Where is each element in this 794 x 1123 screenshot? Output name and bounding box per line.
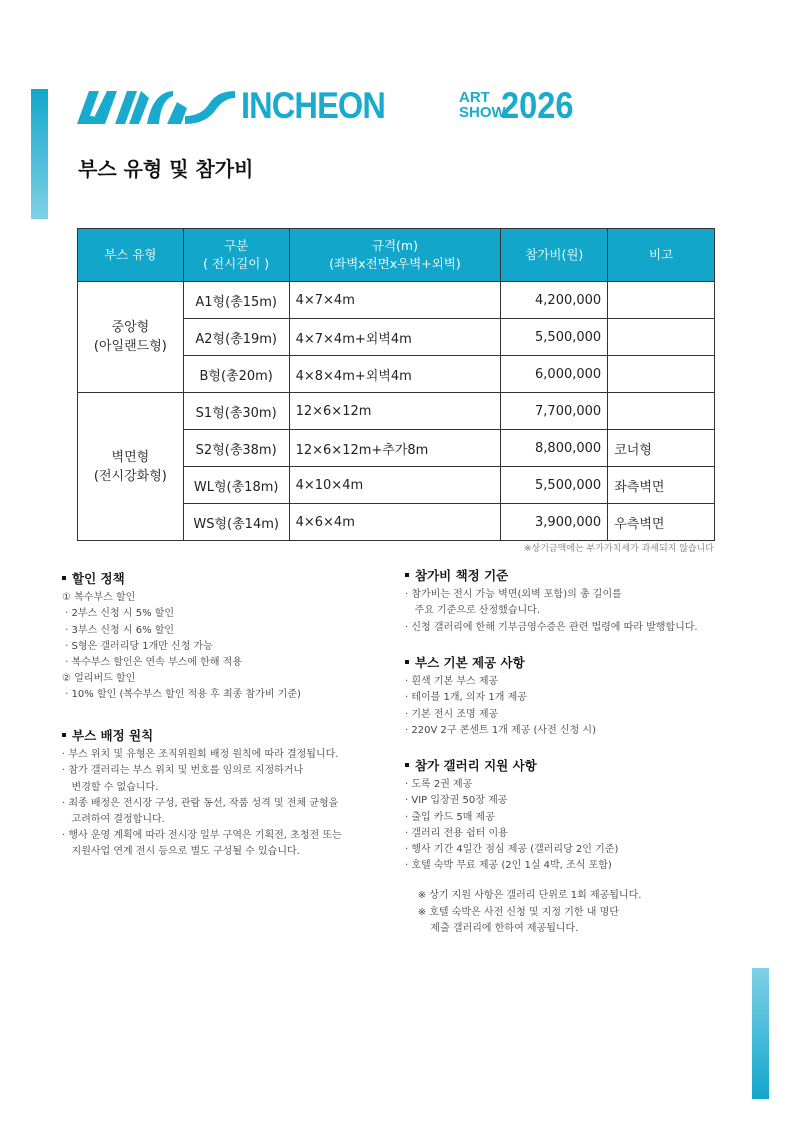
logo-word-incheon: INCHEON [241, 85, 385, 126]
spec-cell: 4×8×4m+외벽4m [289, 356, 501, 393]
booth-type-cell: S2형(총38m) [183, 430, 289, 467]
basic-provision-title: 부스 기본 제공 사항 [405, 655, 725, 671]
gallery-support-line: · 도록 2권 제공 [405, 779, 473, 791]
placement-line: · 최종 배정은 전시장 구성, 관람 동선, 작품 성격 및 전체 균형을 [62, 797, 339, 809]
discount-line: · S형은 갤러리당 1개만 신청 가능 [62, 640, 213, 652]
spec-cell: 12×6×12m+추가8m [289, 430, 501, 467]
column-header: 규격(m) (좌벽x전면x우벽+외벽) [289, 229, 501, 282]
logo-art: ART [459, 89, 490, 106]
gallery-support-note: 제출 갤러리에 한하여 제공됩니다. [405, 922, 579, 934]
discount-section [62, 571, 362, 704]
note-cell [608, 282, 715, 319]
bullet-square-icon [405, 573, 409, 577]
gallery-support-title: 참가 갤러리 지원 사항 [405, 758, 725, 774]
price-cell: 3,900,000 [501, 504, 608, 541]
note-cell [608, 356, 715, 393]
wave-logo-mark [77, 88, 235, 124]
note-cell [608, 393, 715, 430]
gallery-support-line: · 호텔 숙박 무료 제공 (2인 1실 4박, 조식 포함) [405, 860, 612, 872]
discount-line: · 복수부스 할인은 연속 부스에 한해 적용 [62, 657, 242, 669]
column-header: 구분 ( 전시길이 ) [183, 229, 289, 282]
spec-cell: 4×7×4m [289, 282, 501, 319]
spec-cell: 4×6×4m [289, 504, 501, 541]
note-cell: 코너형 [608, 430, 715, 467]
fee-basis-line: · 신청 갤러리에 한해 기부금영수증은 관련 법령에 따라 발행합니다. [405, 621, 698, 633]
fee-basis-section [405, 568, 725, 636]
booth-group-cell: 중앙형 (아일랜드형) [78, 282, 184, 393]
table-row [78, 393, 715, 430]
booth-group-cell: 벽면형 (전시강화형) [78, 393, 184, 541]
placement-line: 지원사업 연계 전시 등으로 별도 구성될 수 있습니다. [62, 846, 300, 858]
gallery-support-line: · 행사 기간 4일간 점심 제공 (갤러리당 2인 기준) [405, 844, 619, 856]
placement-section [62, 728, 382, 861]
bullet-square-icon [62, 576, 66, 580]
price-cell: 4,200,000 [501, 282, 608, 319]
table-header-row [78, 229, 715, 282]
booth-type-cell: WL형(총18m) [183, 467, 289, 504]
spec-cell: 12×6×12m [289, 393, 501, 430]
table-row [78, 282, 715, 319]
discount-line: ② 얼리버드 할인 [62, 673, 136, 685]
gallery-support-line: · 갤러리 전용 쉼터 이용 [405, 827, 508, 839]
booth-type-cell: A2형(총19m) [183, 319, 289, 356]
gallery-support-note: ※ 상기 지원 사항은 갤러리 단위로 1회 제공됩니다. [405, 890, 642, 902]
price-cell: 6,000,000 [501, 356, 608, 393]
fee-basis-line: · 참가비는 전시 가능 벽면(외벽 포함)의 총 길이를 [405, 589, 622, 601]
logo-show: SHOW [459, 104, 506, 121]
gallery-support-section [405, 758, 725, 937]
note-cell [608, 319, 715, 356]
bullet-square-icon [405, 660, 409, 664]
column-header: 참가비(원) [501, 229, 608, 282]
vat-footnote: ※상기금액에는 부가가치세가 과세되지 않습니다 [523, 544, 714, 554]
gallery-support-line: · 출입 카드 5매 제공 [405, 811, 495, 823]
discount-line: · 3부스 신청 시 6% 할인 [62, 624, 175, 636]
gallery-support-note: ※ 호텔 숙박은 사전 신청 및 지정 기한 내 명단 [405, 906, 619, 918]
column-header: 비고 [608, 229, 715, 282]
basic-provision-line: · 테이블 1개, 의자 1개 제공 [405, 692, 527, 704]
price-cell: 7,700,000 [501, 393, 608, 430]
booth-type-cell: B형(총20m) [183, 356, 289, 393]
bullet-square-icon [62, 733, 66, 737]
booth-type-cell: A1형(총15m) [183, 282, 289, 319]
column-header: 부스 유형 [78, 229, 184, 282]
basic-provision-line: · 기본 전시 조명 제공 [405, 708, 499, 720]
discount-line: ① 복수부스 할인 [62, 592, 136, 604]
accent-bar-left [31, 89, 48, 219]
placement-line: · 참가 갤러리는 부스 위치 및 번호를 임의로 지정하거나 [62, 765, 304, 777]
logo-year: 2026 [501, 85, 574, 126]
fee-basis-line: 주요 기준으로 산정했습니다. [405, 605, 540, 617]
booth-type-cell: S1형(총30m) [183, 393, 289, 430]
placement-title: 부스 배정 원칙 [62, 728, 382, 744]
price-cell: 5,500,000 [501, 467, 608, 504]
basic-provision-line: · 220V 2구 콘센트 1개 제공 (사전 신청 시) [405, 724, 596, 736]
placement-line: 고려하여 결정합니다. [62, 814, 165, 826]
spec-cell: 4×10×4m [289, 467, 501, 504]
spec-cell: 4×7×4m+외벽4m [289, 319, 501, 356]
discount-line: · 10% 할인 (복수부스 할인 적용 후 최종 참가비 기준) [62, 689, 301, 701]
page-title: 부스 유형 및 참가비 [78, 157, 254, 181]
accent-bar-right [752, 968, 769, 1099]
discount-line: · 2부스 신청 시 5% 할인 [62, 608, 175, 620]
discount-title: 할인 정책 [62, 571, 362, 587]
price-cell: 8,800,000 [501, 430, 608, 467]
note-cell: 좌측벽면 [608, 467, 715, 504]
fee-basis-title: 참가비 책정 기준 [405, 568, 725, 584]
note-cell: 우측벽면 [608, 504, 715, 541]
incheon-art-show-logo [77, 85, 574, 126]
booth-type-cell: WS형(총14m) [183, 504, 289, 541]
gallery-support-line: · VIP 입장권 50장 제공 [405, 795, 508, 807]
price-cell: 5,500,000 [501, 319, 608, 356]
logo-art-show [459, 90, 506, 120]
placement-line: · 부스 위치 및 유형은 조직위원회 배정 원칙에 따라 결정됩니다. [62, 749, 339, 761]
booth-fee-table [77, 228, 715, 541]
basic-provision-line: · 흰색 기본 부스 제공 [405, 676, 499, 688]
placement-line: 변경할 수 없습니다. [62, 781, 159, 793]
bullet-square-icon [405, 763, 409, 767]
basic-provision-section [405, 655, 725, 739]
placement-line: · 행사 운영 계획에 따라 전시장 일부 구역은 기획전, 초청전 또는 [62, 830, 342, 842]
